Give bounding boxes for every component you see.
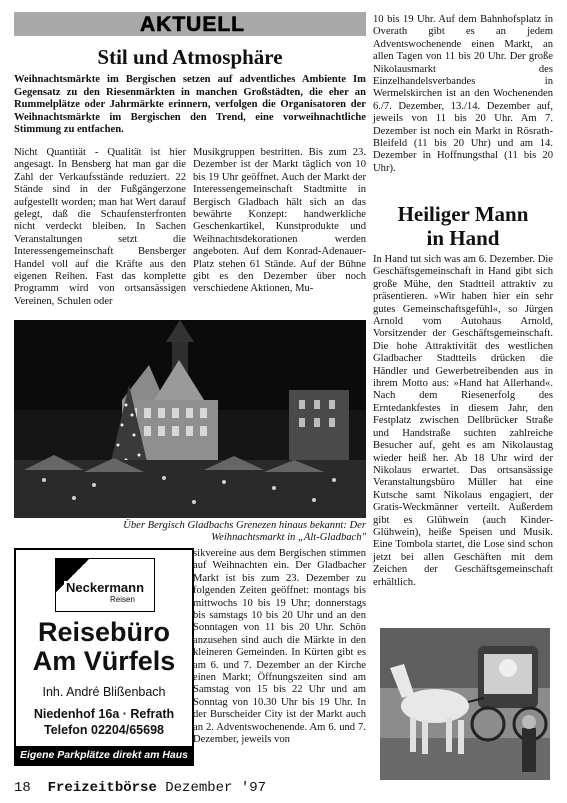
brand-name: Neckermann (66, 580, 145, 595)
caption-line: Über Bergisch Gladbachs Grenezen hinaus bekannt: Der (123, 520, 366, 531)
headline-line: Heiliger Mann (397, 202, 529, 226)
christmas-market-illustration (14, 320, 366, 518)
publication-name: Freizeitbörse (47, 780, 157, 796)
column-text: Musikgruppen bestritten. Bis zum 23. Dezember ist der Markt täglich von 10 bis 19 Uhr geöffnet. Auch der Markt der Interessengemeinschaft Stadtmitte in Bergisch Gladbach hält sich an das bewährte Konzept: handwerkliche Geschenkartikel, Kunstprodukte und Weihnachtsdekorationen werden angeboten. Auf dem Konrad-Adenauer-Platz stehen 61 Stände. Auf der Bühne gibt es den Dezember über noch verschiedene Aktionen, Mu- (193, 147, 366, 295)
brand-sub: Reisen (110, 595, 135, 604)
article-column-1 (14, 147, 186, 308)
column-text: 10 bis 19 Uhr. Auf dem Bahnhofsplatz in Overath gibt es an jedem Adventswochenende einen Markt, an allen Tagen von 11 bis 20 Uhr. Der große Nikolausmarkt des Einzelhandelsverbandes in Wermelskirchen ist an den Wochenenden 6./7. Dezember, 13./14. Dezember auf, jeweils von 11 bis 20 Uhr. Am 7. Dezember ist noch ein Markt in Rösrath-Bleifeld (11 bis 20 Uhr) und am 14. Dezember in Hoffnungsthal (11 bis 20 Uhr). (373, 14, 553, 174)
horse-carriage-illustration (380, 628, 550, 780)
article-headline: Stil und Atmosphäre (97, 45, 283, 69)
caption-line: Weihnachtsmarkt in „Alt-Gladbach" (211, 532, 366, 544)
horse-carriage-photo (380, 628, 550, 780)
ad-contact (16, 706, 192, 738)
issue-date: Dezember '97 (165, 780, 267, 796)
article-column-3 (373, 14, 553, 175)
article-lead: Weihnachtsmärkte im Bergischen setzen auf adventliches Ambiente Im Gegensatz zu den Riesenmärkten in manchen Großstädten, die eher an Rummelplätze oder Jahrmärkte erinnern, verfolgen die Organisatoren der Weihnachtsmärkte im Bergischen den Trend, eine vorweihnachtliche Stimmung zu entfachen. (14, 74, 366, 136)
ad-parking-banner: Eigene Parkplätze direkt am Haus (16, 746, 192, 764)
ad-address: Niedenhof 16a · Refrath (33, 707, 175, 721)
column-text: sikvereine aus dem Bergischen stimmen auf Weihnachten ein. Der Gladbacher Markt ist bis zum 23. Dezember zu folgenden Zeiten geöffnet: montags bis mittwochs 10 bis 19 Uhr; donnerstags bis samstags 10 bis 20 Uhr und an den Sonntagen von 11 bis 20 Uhr. Schön anzusehen sind auch die Märkte in den kleineren Gemeinden. In Kürten gibt es am 6. und 7. Dezember an der Kirche einen Markt; Öffnungszeiten sind am Samstag von 15 bis 22 Uhr und am Sonntag von 10.30 Uhr bis 19 Uhr. In der Burscheider City ist der Markt auch an 2. Adventswochenende. Am 6. und 7. Dezember, jeweils von (193, 548, 366, 746)
column-text: In Hand tut sich was am 6. Dezember. Die Geschäftsgemeinschaft in Hand gibt sich große Mühe, den Stadtteil attraktiv zu präsentieren. »Wir haben hier ein sehr gutes Gemeinschaftsgefühl«, so Jürgen Arnold vom Autohaus Arnold, Vorsitzender der Geschäftsgemeinschaft. Die hohe Attraktivität des westlichen Gladbacher Stadtteils drücken die Händler und Gewerbetreibenden aus in ihrem Motto aus: »Hand hat Allerhand«. Nach dem Riesenerfolg des Erntedankfestes in diesem Jahr, den Festplatz zwischen Dellbrücker Straße und Handstraße suchten zahlreiche Besucher auf, geht es am Nikolaustag wieder heiß her. Ab 18 Uhr wird der Nikolaus erwartet. Das ortsansässige Veranstaltungsbüro Müller hat eine Kutsche samt Nikolaus engagiert, der Gratis-Weckmänner verteilt. Außerdem gibt es Glühwein (auch Kinder-Glühwein), heiße Speisen und Musik. Eine Tombola startet, die Lose sind schon jetzt bei allen Geschäften mit dem Zeichen der Geschäftsgemeinschaft erhältlich. (373, 254, 553, 588)
photo-caption (14, 520, 366, 545)
page-footer (14, 780, 266, 796)
section-label: AKTUELL (140, 13, 245, 36)
column-text: Nicht Quantität - Qualität ist hier angesagt. In Bensberg hat man gar die Zahl der Verkaufsstände reduziert. 22 Stände sind in der Fußgängerzone aufgestellt worden; man hat Wert darauf gelegt, daß die Schaufensterfronten nicht verdeckt bleiben. In Sachen Veranstaltungen setzt die Interessengemeinschaft Bensberger Handel voll auf die Kräfte aus den eigenen Reihen. Fast das komplette Programm wird von ortsansässigen Vereinen, Schulen oder (14, 147, 186, 307)
ad-title-line: Reisebüro (37, 617, 171, 647)
ad-title-line: Am Vürfels (32, 646, 176, 676)
neckermann-logo (55, 558, 155, 612)
article-column-2-continued (193, 548, 366, 747)
article-column-2 (193, 147, 366, 296)
headline-line: in Hand (426, 226, 500, 250)
christmas-market-photo (14, 320, 366, 518)
ad-title (16, 618, 192, 676)
ad-phone: Telefon 02204/65698 (44, 723, 164, 737)
article2-body (373, 254, 553, 589)
article2-headline (373, 202, 553, 250)
travel-agency-advertisement (14, 548, 194, 766)
page-number: 18 (14, 780, 31, 796)
ad-owner: Inh. André Blißenbach (42, 685, 166, 699)
